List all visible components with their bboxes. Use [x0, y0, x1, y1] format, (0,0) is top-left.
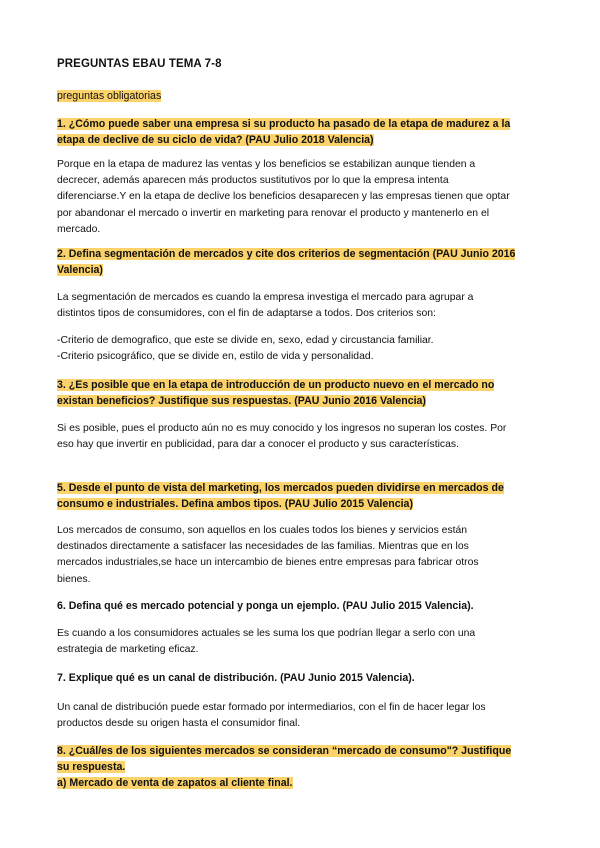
question-8-line-1: 8. ¿Cuál/es de los siguientes mercados se consideran “mercado de consumo"? Justifique [57, 745, 512, 757]
question-1-line-1: 1. ¿Cómo puede saber una empresa si su producto ha pasado de la etapa de madurez a la [57, 118, 511, 130]
answer-1-line: diferenciarse.Y en la etapa de declive los beneficios desaparecen y las empresas tienen que optar [57, 191, 510, 203]
answer-6-line: estrategia de marketing eficaz. [57, 644, 199, 656]
question-2-line-1: 2. Defina segmentación de mercados y cite dos criterios de segmentación (PAU Junio 2016 [57, 248, 516, 260]
answer-7-line: Un canal de distribución puede estar formado por intermediarios, con el fin de hacer legar los [57, 702, 486, 713]
question-1 [57, 116, 542, 148]
answer-3 [57, 421, 542, 453]
answer-3-line: Si es posible, pues el producto aún no es muy conocido y los ingresos no superan los costes. Por [57, 423, 507, 434]
question-3 [57, 377, 542, 409]
question-8-line-2: su respuesta. [57, 761, 126, 773]
question-5-line-1: 5. Desde el punto de vista del marketing, los mercados pueden dividirse en mercados de [57, 482, 504, 494]
question-6 [57, 598, 542, 614]
criterion-item: -Criterio psicográfico, que se divide en, estilo de vida y personalidad. [57, 351, 374, 363]
answer-7 [57, 700, 542, 732]
page-title: PREGUNTAS EBAU TEMA 7-8 [57, 58, 222, 70]
answer-6-line: Es cuando a los consumidores actuales se les suma los que podrían llegar a serlo con una [57, 628, 476, 639]
answer-1 [57, 157, 542, 238]
subtitle-block [57, 88, 542, 104]
answer-1-line: decrecer, además aparecen más productos sustitutivos por lo que la empresa intenta [57, 175, 449, 187]
question-8-line-3: a) Mercado de venta de zapatos al cliente final. [57, 777, 293, 789]
question-2-line-2: Valencia) [57, 264, 103, 276]
question-7 [57, 670, 542, 686]
question-3-line-1: 3. ¿Es posible que en la etapa de introducción de un producto nuevo en el mercado no [57, 379, 495, 391]
question-5-line-2: consumo e industriales. Defina ambos tipos. (PAU Julio 2015 Valencia) [57, 498, 413, 510]
answer-5-line: Los mercados de consumo, son aquellos en los cuales todos los bienes y servicios están [57, 525, 468, 536]
criterion-item: -Criterio de demografico, que este se divide en, sexo, edad y circustancia familiar. [57, 335, 434, 346]
answer-2-criteria [57, 333, 542, 365]
answer-2 [57, 290, 542, 322]
question-3-line-2: existan beneficios? Justifique sus respuestas. (PAU Junio 2016 Valencia) [57, 395, 426, 407]
question-8 [57, 743, 542, 791]
question-7-line: 7. Explique qué es un canal de distribución. (PAU Junio 2015 Valencia). [57, 672, 415, 684]
subtitle: preguntas obligatorias [57, 90, 162, 102]
question-1-line-2: etapa de declive de su ciclo de vida? (PAU Julio 2018 Valencia) [57, 134, 374, 146]
answer-1-line: mercado. [57, 223, 101, 235]
answer-2-line: La segmentación de mercados es cuando la empresa investiga el mercado para agrupar a [57, 292, 474, 303]
answer-2-line: distintos tipos de consumidores, con el fin de adaptarse a todos. Dos criterios son: [57, 308, 436, 320]
answer-7-line: productos desde su origen hasta el consumidor final. [57, 718, 301, 730]
answer-5-line: destinados directamente a satisfacer las necesidades de las familias. Mientras que en los [57, 541, 469, 553]
answer-1-line: por abandonar el mercado o invertir en marketing para renovar el producto y mantenerlo en el [57, 207, 490, 219]
answer-1-line: Porque en la etapa de madurez las ventas y los beneficios se estabilizan aunque tienden a [57, 159, 476, 170]
question-5 [57, 480, 542, 512]
question-6-line: 6. Defina qué es mercado potencial y ponga un ejemplo. (PAU Julio 2015 Valencia). [57, 600, 474, 612]
question-2 [57, 246, 542, 278]
answer-5 [57, 523, 542, 588]
answer-6 [57, 626, 542, 658]
answer-5-line: mercados industriales,se hace un intercambio de bienes entre empresas para fabricar otros [57, 557, 479, 569]
answer-3-line: eso hay que invertir en publicidad, para dar a conocer el producto y sus características. [57, 439, 459, 451]
answer-5-line: bienes. [57, 573, 91, 585]
